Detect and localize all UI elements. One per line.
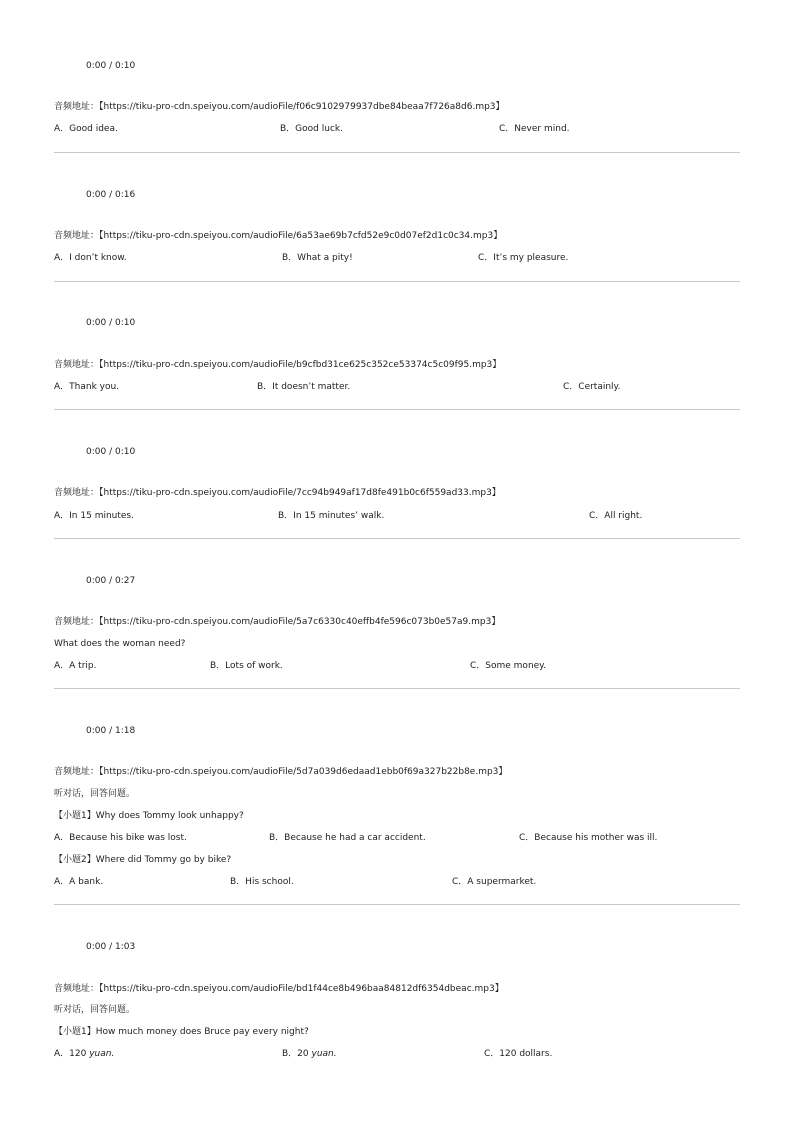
audio-source bbox=[54, 359, 501, 371]
divider bbox=[54, 409, 740, 410]
option-b bbox=[282, 1048, 337, 1060]
sub-question-1: 【小题1】Why does Tommy look unhappy? bbox=[54, 811, 244, 821]
option-c: C．Some money. bbox=[470, 661, 547, 671]
audio-url: 【https://tiku-pro-cdn.speiyou.com/audioFile/bd1f44ce8b496baa84812df6354dbeac.mp3】 bbox=[99, 984, 504, 994]
audio-source bbox=[54, 487, 501, 499]
option-a-prefix: A．120 bbox=[54, 1049, 90, 1059]
audio-label: 音频地址： bbox=[54, 767, 100, 777]
audio-player-time[interactable]: 0:00 / 0:10 bbox=[86, 61, 136, 71]
option-a bbox=[54, 1048, 114, 1060]
audio-player-time[interactable]: 0:00 / 0:10 bbox=[86, 318, 136, 328]
option-b: B．In 15 minutes’ walk. bbox=[278, 511, 385, 521]
question-text: What does the woman need? bbox=[54, 639, 186, 649]
audio-label: 音频地址： bbox=[54, 231, 100, 241]
audio-url: 【https://tiku-pro-cdn.speiyou.com/audioFile/b9cfbd31ce625c352ce53374c5c09f95.mp3】 bbox=[99, 360, 502, 370]
option-b: B．His school. bbox=[230, 877, 294, 887]
audio-label: 音频地址： bbox=[54, 360, 100, 370]
option-a: A．Good idea. bbox=[54, 124, 118, 134]
audio-player-time[interactable]: 0:00 / 0:27 bbox=[86, 576, 136, 586]
audio-player-time[interactable]: 0:00 / 1:03 bbox=[86, 942, 136, 952]
sub-question-2: 【小题2】Where did Tommy go by bike? bbox=[54, 855, 232, 865]
option-c: C．All right. bbox=[589, 511, 643, 521]
option-a: A．A trip. bbox=[54, 661, 97, 671]
audio-url: 【https://tiku-pro-cdn.speiyou.com/audioFile/7cc94b949af17d8fe491b0c6f559ad33.mp3】 bbox=[99, 488, 501, 498]
option-c: C．Certainly. bbox=[563, 382, 621, 392]
audio-url: 【https://tiku-pro-cdn.speiyou.com/audioFile/5a7c6330c40effb4fe596c073b0e57a9.mp3】 bbox=[99, 617, 501, 627]
option-b: B．Good luck. bbox=[280, 124, 343, 134]
option-b: B．It doesn’t matter. bbox=[257, 382, 351, 392]
option-a: A．A bank. bbox=[54, 877, 104, 887]
option-c: C．It’s my pleasure. bbox=[478, 253, 569, 263]
audio-label: 音频地址： bbox=[54, 984, 100, 994]
option-c: C．120 dollars. bbox=[484, 1049, 553, 1059]
audio-source bbox=[54, 983, 504, 995]
option-b: B．Because he had a car accident. bbox=[269, 833, 426, 843]
audio-label: 音频地址： bbox=[54, 488, 100, 498]
audio-source bbox=[54, 766, 507, 778]
audio-label: 音频地址： bbox=[54, 102, 100, 112]
audio-source bbox=[54, 101, 505, 113]
option-c: C．Because his mother was ill. bbox=[519, 833, 658, 843]
instruction-text: 听对话，回答问题。 bbox=[54, 1005, 136, 1015]
audio-url: 【https://tiku-pro-cdn.speiyou.com/audioFile/5d7a039d6edaad1ebb0f69a327b22b8e.mp3】 bbox=[99, 767, 508, 777]
option-b: B．Lots of work. bbox=[210, 661, 283, 671]
audio-url: 【https://tiku-pro-cdn.speiyou.com/audioFile/f06c9102979937dbe84beaa7f726a8d6.mp3】 bbox=[99, 102, 505, 112]
option-c: C．A supermarket. bbox=[452, 877, 537, 887]
option-a: A．Because his bike was lost. bbox=[54, 833, 187, 843]
audio-player-time[interactable]: 0:00 / 0:10 bbox=[86, 447, 136, 457]
audio-source bbox=[54, 230, 502, 242]
option-c: C．Never mind. bbox=[499, 124, 570, 134]
audio-label: 音频地址： bbox=[54, 617, 100, 627]
divider bbox=[54, 904, 740, 905]
option-b-unit: yuan. bbox=[311, 1049, 337, 1059]
audio-player-time[interactable]: 0:00 / 1:18 bbox=[86, 726, 136, 736]
option-a: A．In 15 minutes. bbox=[54, 511, 134, 521]
divider bbox=[54, 688, 740, 689]
option-b-prefix: B．20 bbox=[282, 1049, 312, 1059]
sub-question-1: 【小题1】How much money does Bruce pay every night? bbox=[54, 1027, 309, 1037]
option-a: A．I don’t know. bbox=[54, 253, 127, 263]
audio-player-time[interactable]: 0:00 / 0:16 bbox=[86, 190, 136, 200]
audio-source bbox=[54, 616, 500, 628]
divider bbox=[54, 281, 740, 282]
divider bbox=[54, 538, 740, 539]
option-a-unit: yuan. bbox=[89, 1049, 115, 1059]
divider bbox=[54, 152, 740, 153]
instruction-text: 听对话，回答问题。 bbox=[54, 789, 136, 799]
option-b: B．What a pity! bbox=[282, 253, 353, 263]
option-a: A．Thank you. bbox=[54, 382, 120, 392]
audio-url: 【https://tiku-pro-cdn.speiyou.com/audioFile/6a53ae69b7cfd52e9c0d07ef2d1c0c34.mp3】 bbox=[99, 231, 503, 241]
